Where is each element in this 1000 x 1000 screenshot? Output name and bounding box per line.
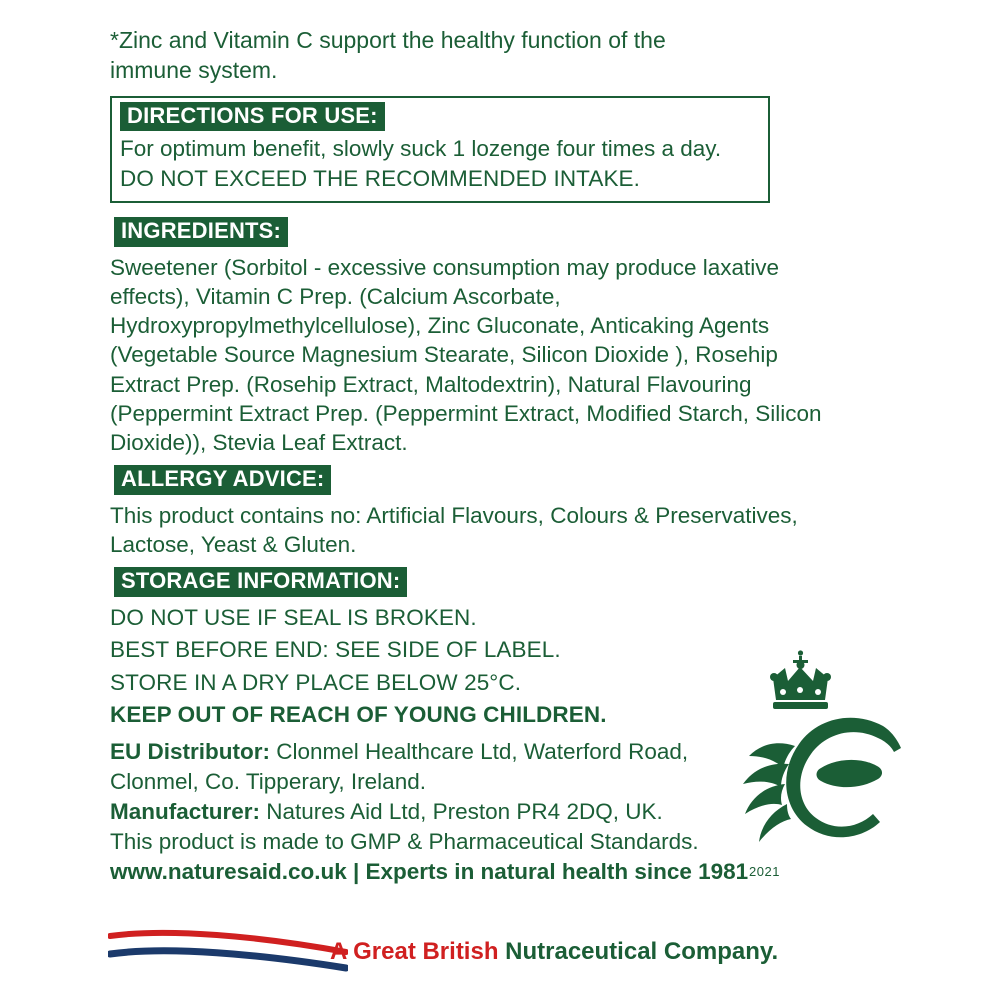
- directions-section: [110, 96, 770, 203]
- directions-line-1: For optimum benefit, slowly suck 1 lozenge four times a day.: [120, 136, 722, 162]
- manufacturer-line: [110, 797, 750, 827]
- emblem-year: 2021: [749, 864, 780, 879]
- crown-icon: [770, 650, 831, 709]
- standards-line: This product is made to GMP & Pharmaceutical Standards.: [110, 828, 699, 854]
- ingredients-heading: INGREDIENTS:: [114, 217, 288, 247]
- allergy-text: This product contains no: Artificial Flavours, Colours & Preservatives, Lactose, Yeast & Gluten.: [110, 502, 798, 558]
- union-jack-swoosh-icon: [108, 926, 348, 972]
- tagline-rest: Nutraceutical Company.: [498, 938, 779, 965]
- footer-block: [110, 737, 750, 887]
- website-line[interactable]: www.naturesaid.co.uk | Experts in natural health since 1981: [110, 858, 749, 884]
- manufacturer-label: Manufacturer:: [110, 798, 261, 824]
- storage-line-1: DO NOT USE IF SEAL IS BROKEN.: [110, 605, 477, 631]
- eu-distributor-value: Clonmel Healthcare Ltd, Waterford Road, Clonmel, Co. Tipperary, Ireland.: [110, 739, 689, 794]
- eu-distributor-label: EU Distributor:: [110, 739, 270, 765]
- allergy-heading: ALLERGY ADVICE:: [114, 465, 331, 495]
- storage-heading: STORAGE INFORMATION:: [114, 567, 407, 597]
- manufacturer-value: Natures Aid Ltd, Preston PR4 2DQ, UK.: [260, 798, 663, 824]
- bottom-bar: [0, 920, 1000, 974]
- eu-distributor-line: [110, 737, 750, 797]
- directions-line-2: DO NOT EXCEED THE RECOMMENDED INTAKE.: [120, 165, 641, 191]
- storage-line-2: BEST BEFORE END: SEE SIDE OF LABEL.: [110, 637, 561, 663]
- storage-line-4: KEEP OUT OF REACH OF YOUNG CHILDREN.: [110, 701, 607, 727]
- tagline-red: A Great British: [330, 938, 499, 965]
- queens-award-emblem: [733, 648, 908, 883]
- footnote-text: *Zinc and Vitamin C support the healthy function of the immune system.: [110, 27, 666, 83]
- directions-heading: DIRECTIONS FOR USE:: [120, 102, 385, 132]
- ingredients-text: Sweetener (Sorbitol - excessive consumption may produce laxative effects), Vitamin C Prep. (Calcium Ascorbate, Hydroxypropylmethylcellulose), Zinc Gluconate, Anticaking Agents (Vegetable Source Magnesium Stearate, Silicon Dioxide ), Rosehip Extract Prep. (Rosehip Extract, Maltodextrin), Natural Flavouring (Peppermint Extract Prep. (Peppermint Extract, Modified Starch, Silicon Dioxide)), Stevia Leaf Extract.: [110, 254, 822, 456]
- allergy-section: [110, 463, 890, 559]
- tagline: [330, 938, 778, 966]
- ingredients-section: [110, 215, 890, 457]
- storage-line-3: STORE IN A DRY PLACE BELOW 25°C.: [110, 669, 522, 695]
